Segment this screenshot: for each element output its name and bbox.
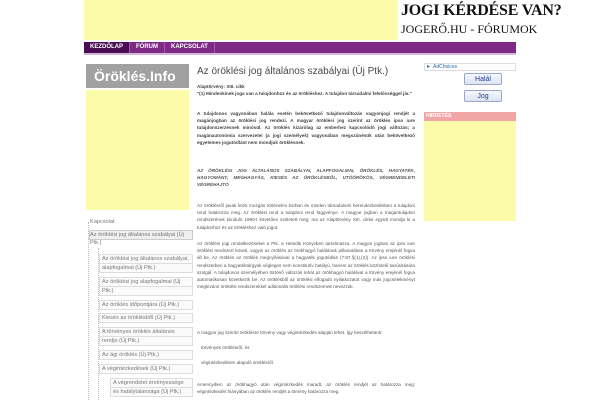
brand-subtitle[interactable]: JOGERŐ.HU - FÓRUMOK bbox=[401, 22, 538, 36]
list-item: törvényes öröklésről, és bbox=[201, 345, 250, 350]
article-paragraph: Amennyiben az örökhagyó után végintézkedés maradt, az öröklés rendjét az határozza meg; végintézkedés hiányában az öröklés rendjét a törvény határozza meg. bbox=[197, 382, 415, 395]
list-item: végintézkedésen alapuló öröklésről. bbox=[201, 360, 275, 365]
tree-item-will-validity[interactable]: A végrendelet érvényessége bbox=[110, 378, 193, 388]
article-paragraph: A magyar jog szerint öröklésre törvény vagy végintézkedés alapján lehet. Így beszélhetünk: bbox=[197, 330, 383, 335]
right-ad-header: HIRDETÉS bbox=[424, 112, 516, 121]
tree-item-general-rules[interactable]: Az öröklési jog általános szabályai (Új bbox=[89, 230, 193, 240]
tree-item-basics[interactable]: Az öröklési jog általános szabályai, bbox=[99, 254, 193, 264]
nav-forum[interactable]: FÓRUM bbox=[130, 42, 165, 53]
tree-item-dispositions[interactable]: A végintézkedések (Új Ptk.) bbox=[99, 364, 193, 374]
nav-home[interactable]: KEZDŐLAP bbox=[84, 42, 130, 53]
law-reference: Alaptörvény: XIII. cikk bbox=[197, 84, 245, 89]
keywords: AZ ÖRÖKLÉSI JOG ÁLTALÁNOS SZABÁLYAI, ALAPFOGALMAI, ÖRÖKLÉS, HAGYATÉK, HAGYOMÁNY, MEGHAGYÁS, KIESÉS AZ ÖRÖKLÉSBŐL, UTÓÖRÖKÖS, VÉGRENDELETI VÉGREHAJTÓ bbox=[197, 168, 415, 188]
tree-item-statutory[interactable]: A törvényes öröklés általános bbox=[99, 327, 193, 337]
tree-item-will-validity-cont[interactable]: és hatálytalansága (Új Ptk.) bbox=[110, 387, 193, 397]
site-logo[interactable]: Öröklés.Info bbox=[86, 64, 189, 88]
main-nav bbox=[84, 42, 516, 53]
tree-line bbox=[88, 222, 89, 400]
page-title: Az öröklési jog általános szabályai (Új Ptk.) bbox=[197, 66, 389, 77]
nav-divider bbox=[84, 53, 516, 55]
tree-item-basics-cont[interactable]: alapfogalmai (Új Ptk.) bbox=[99, 263, 193, 273]
ad-link-halal[interactable]: Halál bbox=[464, 73, 502, 85]
ad-link-jog[interactable]: Jog bbox=[464, 90, 502, 102]
tree-item-general-rules-cont[interactable]: Ptk.) bbox=[90, 240, 102, 246]
article-paragraph: Az öröklési jogi rendelkezéseket a Ptk. a Hetedik Könyvben tartalmazza. A magyar jogban az ipso iure öröklési rendszert követi, vagyis az öröklés az örökhagyó halálának pillanatában a törvény erejénél fogva áll be. Az öröklés az öröklés megnyílásával a hagyaték jogutódlás (7:87.§(1),(2)). Az ipso iure öröklési rendszerben a hagyatéktárgyak végleges nem konstitutív hatályú, hanem az öröklés közhitelű tanúsítására szolgál. A tulajdonos személyében történő változás tehát az örökhagyó halálával a törvény erejénél fogva automatikusan következik be. Az öröklésből az öröklési elfogadó nyilatkozatot vagy más jogcselekményt megkívánó öröklési rendszerekkel aditionális öröklési rendszernek nevezzük. bbox=[197, 241, 415, 290]
adchoices-label[interactable]: ▸ AdChoices bbox=[424, 63, 516, 71]
tree-item-time[interactable]: Az öröklés időpontjára (Új Ptk.) bbox=[99, 300, 193, 310]
tree-item-exclusion[interactable]: Kiesés az öröklésből (Új Ptk.) bbox=[99, 313, 193, 323]
tree-item-concepts[interactable]: Az öröklési jog alapfogalmai (Új bbox=[99, 277, 193, 287]
nav-contact[interactable]: KAPCSOLAT bbox=[165, 42, 215, 53]
brand-title[interactable]: JOGI KÉRDÉSE VAN? bbox=[401, 2, 562, 19]
law-quote: "(1) Mindenkinek joga van a tulajdonhoz és az örökléshez. A tulajdon társadalmi felelősséggel jár." bbox=[197, 91, 412, 96]
right-ad-placeholder bbox=[424, 121, 516, 221]
article-paragraph: A tulajdonos vagyonában halála esetén bekövetkező tulajdonváltozás vagyonjogi rendjét a magánjogban az öröklési jog rendezi. A magyar öröklési jog szerint az öröklés ipso iure tulajdonszerzésnek minősül. Az öröklés kizárólag az emberhez kapcsolódó jogi változás; a magánautonómia szervezetei (a jogi személyek) vagyonában megszűnésük után bekövetkező egyetemes jogutódlást nem mondjuk öröklésnek. bbox=[197, 111, 415, 145]
tree-item-statutory-cont[interactable]: rendje (Új Ptk.) bbox=[99, 336, 193, 346]
tree-item-contact[interactable]: Kapcsolat bbox=[90, 219, 115, 225]
left-ad-placeholder bbox=[86, 90, 189, 210]
article-paragraph: Az öröklésről javak közti mozgás történelmi korban és minden társadalomi berendezkedésben a tulajdoni rend határozza meg. Az öröklési rend a tulajdoni rend függvénye. A magyar jogban a magántulajdon rendszerének kiinduló 1990-t követően született meg; ma az Alaptörvény XIII. cikke együtt mondja ki a tulajdonhoz és az örökléshez való jogot. bbox=[197, 203, 415, 230]
tree-item-concepts-cont[interactable]: Ptk.) bbox=[99, 286, 193, 296]
tree-item-lineal[interactable]: Az ági öröklés (Új Ptk.) bbox=[99, 350, 193, 360]
